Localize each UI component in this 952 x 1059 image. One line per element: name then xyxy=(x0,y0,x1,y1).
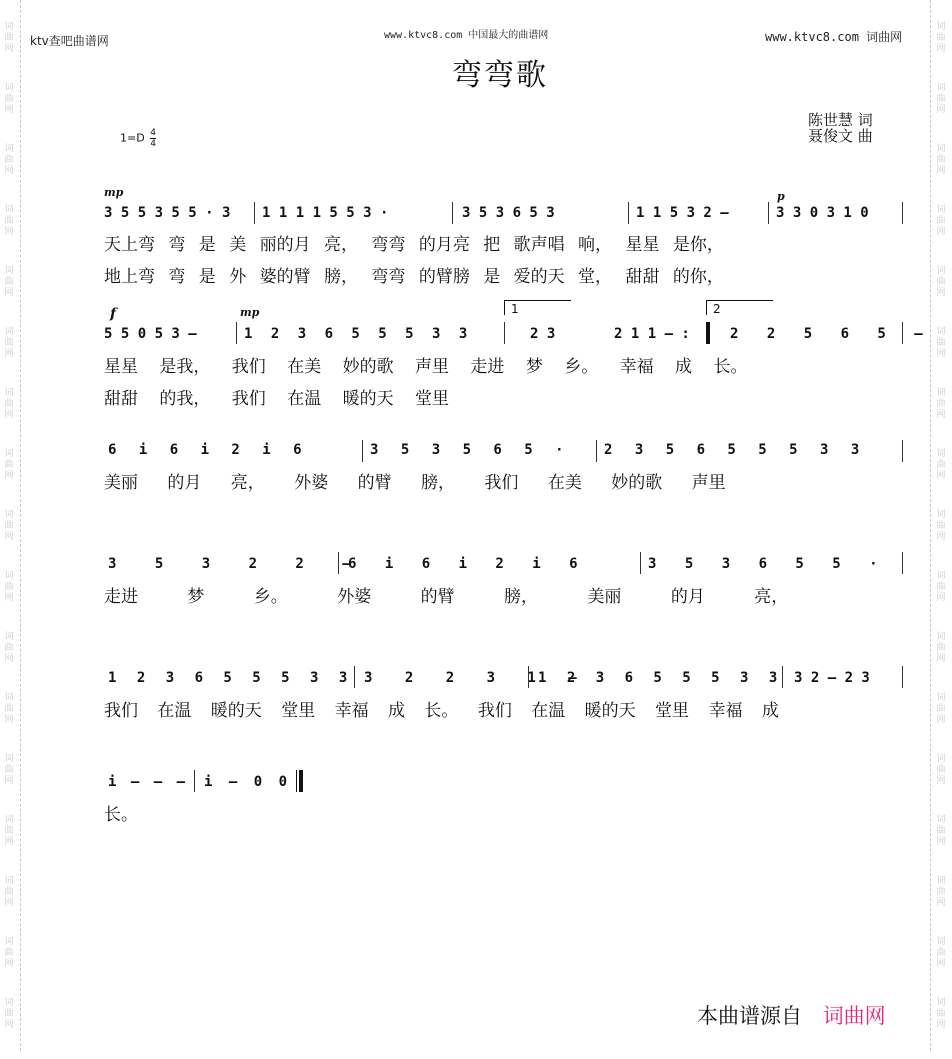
watermark-char: 曲 xyxy=(936,33,946,43)
watermark-char: 曲 xyxy=(4,643,14,653)
watermark-char: 网 xyxy=(936,532,946,542)
watermark-char: 词 xyxy=(4,571,14,581)
watermark-char: 词 xyxy=(936,22,946,32)
header-left-site: ktv查吧曲谱网 xyxy=(30,34,109,48)
measure-notes: 3 5 3 6 5 3 xyxy=(462,205,555,221)
measure-notes: 3 2 — 2 3 xyxy=(794,670,870,686)
watermark-char: 词 xyxy=(4,327,14,337)
watermark-char: 网 xyxy=(4,593,14,603)
lyrics-verse-1: 星星 是我， 我们 在美 妙的歌 声里 走进 梦 乡。 幸福 成 长。 xyxy=(104,357,748,377)
repeat-bar-line xyxy=(706,322,710,344)
watermark-char: 词 xyxy=(936,327,946,337)
watermark-char: 曲 xyxy=(4,94,14,104)
bar-line xyxy=(628,202,629,224)
measure-notes: 1 1 5 3 2 — xyxy=(636,205,729,221)
bar-line xyxy=(640,552,641,574)
watermark-char: 词 xyxy=(4,388,14,398)
lyricist-credit: 陈世慧 词 xyxy=(808,111,873,129)
bar-line xyxy=(338,552,339,574)
lyrics-verse-1: 长。 xyxy=(104,805,138,825)
measure-notes: 3 3 0 3 1 0 xyxy=(776,205,869,221)
watermark-char: 网 xyxy=(4,532,14,542)
watermark-char: 网 xyxy=(936,593,946,603)
watermark-char: 网 xyxy=(936,654,946,664)
watermark-char: 曲 xyxy=(4,399,14,409)
dynamic-mark: f xyxy=(110,306,117,322)
bar-line xyxy=(782,666,783,688)
watermark-char: 词 xyxy=(936,83,946,93)
bar-line xyxy=(354,666,355,688)
final-bar-line-heavy xyxy=(299,770,303,792)
watermark-char: 网 xyxy=(936,471,946,481)
watermark-char: 曲 xyxy=(4,460,14,470)
watermark-char: 曲 xyxy=(936,887,946,897)
watermark-char: 网 xyxy=(936,349,946,359)
watermark-char: 网 xyxy=(936,959,946,969)
watermark-char: 网 xyxy=(4,105,14,115)
watermark-char: 网 xyxy=(4,288,14,298)
watermark-char: 网 xyxy=(4,227,14,237)
source-site-link[interactable]: 词曲网 xyxy=(822,1004,886,1028)
watermark-char: 曲 xyxy=(4,338,14,348)
final-bar-line xyxy=(296,770,297,792)
measure-notes: 2 1 1 — : xyxy=(614,326,690,342)
measure-notes: i — 0 0 xyxy=(204,774,288,790)
measure-notes: 2 3 xyxy=(530,326,556,342)
watermark-char: 曲 xyxy=(936,155,946,165)
watermark-char: 词 xyxy=(4,144,14,154)
measure-notes: 1 1 1 1 5 5 3 · xyxy=(262,205,389,221)
watermark-char: 网 xyxy=(936,715,946,725)
measure-notes: 3 5 3 5 6 5 · xyxy=(370,442,564,458)
bar-line xyxy=(528,666,529,688)
measure-notes: 1 2 3 6 5 5 5 3 3 xyxy=(108,670,348,686)
watermark-char: 词 xyxy=(4,205,14,215)
watermark-char: 网 xyxy=(4,349,14,359)
lyrics-verse-1: 美丽 的月 亮， 外婆 的臂 膀， 我们 在美 妙的歌 声里 xyxy=(104,473,726,493)
dynamic-mark: mp xyxy=(104,186,124,199)
watermark-char: 曲 xyxy=(4,216,14,226)
watermark-char: 词 xyxy=(936,510,946,520)
watermark-char: 网 xyxy=(936,105,946,115)
watermark-char: 网 xyxy=(936,1020,946,1030)
watermark-char: 词 xyxy=(4,876,14,886)
watermark-char: 词 xyxy=(936,449,946,459)
lyrics-verse-1: 天上弯 弯 是 美 丽的月 亮， 弯弯 的月亮 把 歌声唱 响， 星星 是你， xyxy=(104,235,724,255)
measure-notes: 3 5 3 6 5 5 · xyxy=(648,556,878,572)
watermark-char: 词 xyxy=(4,22,14,32)
watermark-char: 网 xyxy=(936,776,946,786)
watermark-char: 词 xyxy=(936,693,946,703)
watermark-char: 网 xyxy=(936,227,946,237)
measure-notes: 6 i 6 i 2 i 6 xyxy=(108,442,302,458)
bar-line xyxy=(902,552,903,574)
watermark-char: 词 xyxy=(936,998,946,1008)
bar-line xyxy=(194,770,195,792)
source-credit xyxy=(697,1000,886,1030)
watermark-char: 词 xyxy=(936,144,946,154)
watermark-char: 曲 xyxy=(936,704,946,714)
bar-line xyxy=(902,666,903,688)
watermark-char: 曲 xyxy=(936,460,946,470)
watermark-char: 曲 xyxy=(4,704,14,714)
key-label: 1=D xyxy=(120,131,145,145)
watermark-char: 词 xyxy=(936,388,946,398)
watermark-char: 词 xyxy=(4,510,14,520)
watermark-char: 词 xyxy=(4,83,14,93)
dynamic-mark: p xyxy=(777,190,785,203)
watermark-char: 曲 xyxy=(936,216,946,226)
watermark-char: 词 xyxy=(936,632,946,642)
bar-line xyxy=(452,202,453,224)
left-guide-line xyxy=(20,0,21,1051)
volta-2 xyxy=(706,300,773,315)
left-watermark-column xyxy=(2,22,16,1059)
measure-notes: 3 2 2 3 1 — xyxy=(364,670,577,686)
time-top: 4 xyxy=(150,128,156,138)
measure-notes: 3 5 5 3 5 5 · 3 xyxy=(104,205,231,221)
watermark-char: 网 xyxy=(4,715,14,725)
bar-line xyxy=(596,440,597,462)
measure-notes: 1 2 3 6 5 5 5 3 3 xyxy=(244,326,468,342)
watermark-char: 网 xyxy=(4,44,14,54)
watermark-char: 词 xyxy=(936,937,946,947)
watermark-char: 词 xyxy=(936,876,946,886)
watermark-char: 网 xyxy=(4,166,14,176)
bar-line xyxy=(254,202,255,224)
watermark-char: 网 xyxy=(936,288,946,298)
bar-line xyxy=(504,322,505,344)
watermark-char: 词 xyxy=(4,937,14,947)
header-center-site: www.ktvc8.com 中国最大的曲谱网 xyxy=(384,30,549,41)
bar-line xyxy=(236,322,237,344)
watermark-char: 曲 xyxy=(4,826,14,836)
watermark-char: 网 xyxy=(4,898,14,908)
watermark-char: 曲 xyxy=(936,94,946,104)
watermark-char: 曲 xyxy=(936,948,946,958)
watermark-char: 曲 xyxy=(4,33,14,43)
header-right-site: www.ktvc8.com 词曲网 xyxy=(765,30,903,44)
song-title: 弯弯歌 xyxy=(452,58,548,93)
watermark-char: 网 xyxy=(936,898,946,908)
dynamic-mark: mp xyxy=(240,306,260,319)
watermark-char: 词 xyxy=(936,571,946,581)
time-signature xyxy=(150,128,156,149)
watermark-char: 网 xyxy=(4,837,14,847)
measure-notes: 2 2 5 6 5 — xyxy=(730,326,923,342)
watermark-char: 曲 xyxy=(936,765,946,775)
watermark-char: 词 xyxy=(936,266,946,276)
watermark-char: 网 xyxy=(936,410,946,420)
watermark-char: 网 xyxy=(4,1020,14,1030)
watermark-char: 网 xyxy=(936,837,946,847)
watermark-char: 曲 xyxy=(936,826,946,836)
measure-notes: 3 5 3 2 2 — xyxy=(108,556,351,572)
source-prefix: 本曲谱源自 xyxy=(697,1004,802,1028)
volta-1-label: 1 xyxy=(511,302,519,316)
watermark-char: 曲 xyxy=(936,521,946,531)
measure-notes: 5 5 0 5 3 — xyxy=(104,326,197,342)
right-guide-line xyxy=(930,0,931,1051)
watermark-char: 词 xyxy=(4,693,14,703)
bar-line xyxy=(902,322,903,344)
bar-line xyxy=(362,440,363,462)
watermark-char: 曲 xyxy=(936,643,946,653)
watermark-char: 网 xyxy=(4,654,14,664)
watermark-char: 词 xyxy=(4,754,14,764)
watermark-char: 词 xyxy=(936,205,946,215)
lyrics-verse-1: 走进 梦 乡。 外婆 的臂 膀， 美丽 的月 亮， xyxy=(104,587,789,607)
watermark-char: 曲 xyxy=(936,277,946,287)
watermark-char: 词 xyxy=(4,266,14,276)
watermark-char: 曲 xyxy=(4,277,14,287)
watermark-char: 词 xyxy=(4,449,14,459)
watermark-char: 词 xyxy=(4,632,14,642)
lyrics-verse-2: 地上弯 弯 是 外 婆的臂 膀， 弯弯 的臂膀 是 爱的天 堂， 甜甜 的你， xyxy=(104,267,724,287)
measure-notes: 2 3 5 6 5 5 5 3 3 xyxy=(604,442,860,458)
watermark-char: 网 xyxy=(936,166,946,176)
bar-line xyxy=(768,202,769,224)
measure-notes: 6 i 6 i 2 i 6 xyxy=(348,556,578,572)
watermark-char: 曲 xyxy=(4,521,14,531)
time-bottom: 4 xyxy=(150,139,156,149)
measure-notes: i — — — xyxy=(108,774,186,790)
watermark-char: 曲 xyxy=(4,155,14,165)
watermark-char: 网 xyxy=(4,776,14,786)
volta-1 xyxy=(504,300,571,315)
watermark-char: 词 xyxy=(936,754,946,764)
watermark-char: 网 xyxy=(4,959,14,969)
watermark-char: 曲 xyxy=(4,1009,14,1019)
watermark-char: 曲 xyxy=(936,399,946,409)
watermark-char: 词 xyxy=(4,815,14,825)
lyrics-verse-2: 甜甜 的我， 我们 在温 暖的天 堂里 xyxy=(104,389,450,409)
watermark-char: 词 xyxy=(936,815,946,825)
watermark-char: 曲 xyxy=(4,582,14,592)
key-signature xyxy=(120,128,156,149)
volta-2-label: 2 xyxy=(713,302,721,316)
measure-notes: 1 2 3 6 5 5 5 3 3 xyxy=(538,670,778,686)
watermark-char: 曲 xyxy=(936,582,946,592)
watermark-char: 网 xyxy=(936,44,946,54)
bar-line xyxy=(902,440,903,462)
watermark-char: 曲 xyxy=(4,887,14,897)
watermark-char: 曲 xyxy=(936,338,946,348)
composer-credit: 聂俊文 曲 xyxy=(808,127,873,145)
watermark-char: 曲 xyxy=(4,765,14,775)
bar-line xyxy=(902,202,903,224)
watermark-char: 网 xyxy=(4,471,14,481)
watermark-char: 曲 xyxy=(4,948,14,958)
watermark-char: 网 xyxy=(4,410,14,420)
watermark-char: 词 xyxy=(4,998,14,1008)
watermark-char: 曲 xyxy=(936,1009,946,1019)
lyrics-verse-1: 我们 在温 暖的天 堂里 幸福 成 长。 我们 在温 暖的天 堂里 幸福 成 xyxy=(104,701,779,721)
right-watermark-column xyxy=(934,22,948,1059)
